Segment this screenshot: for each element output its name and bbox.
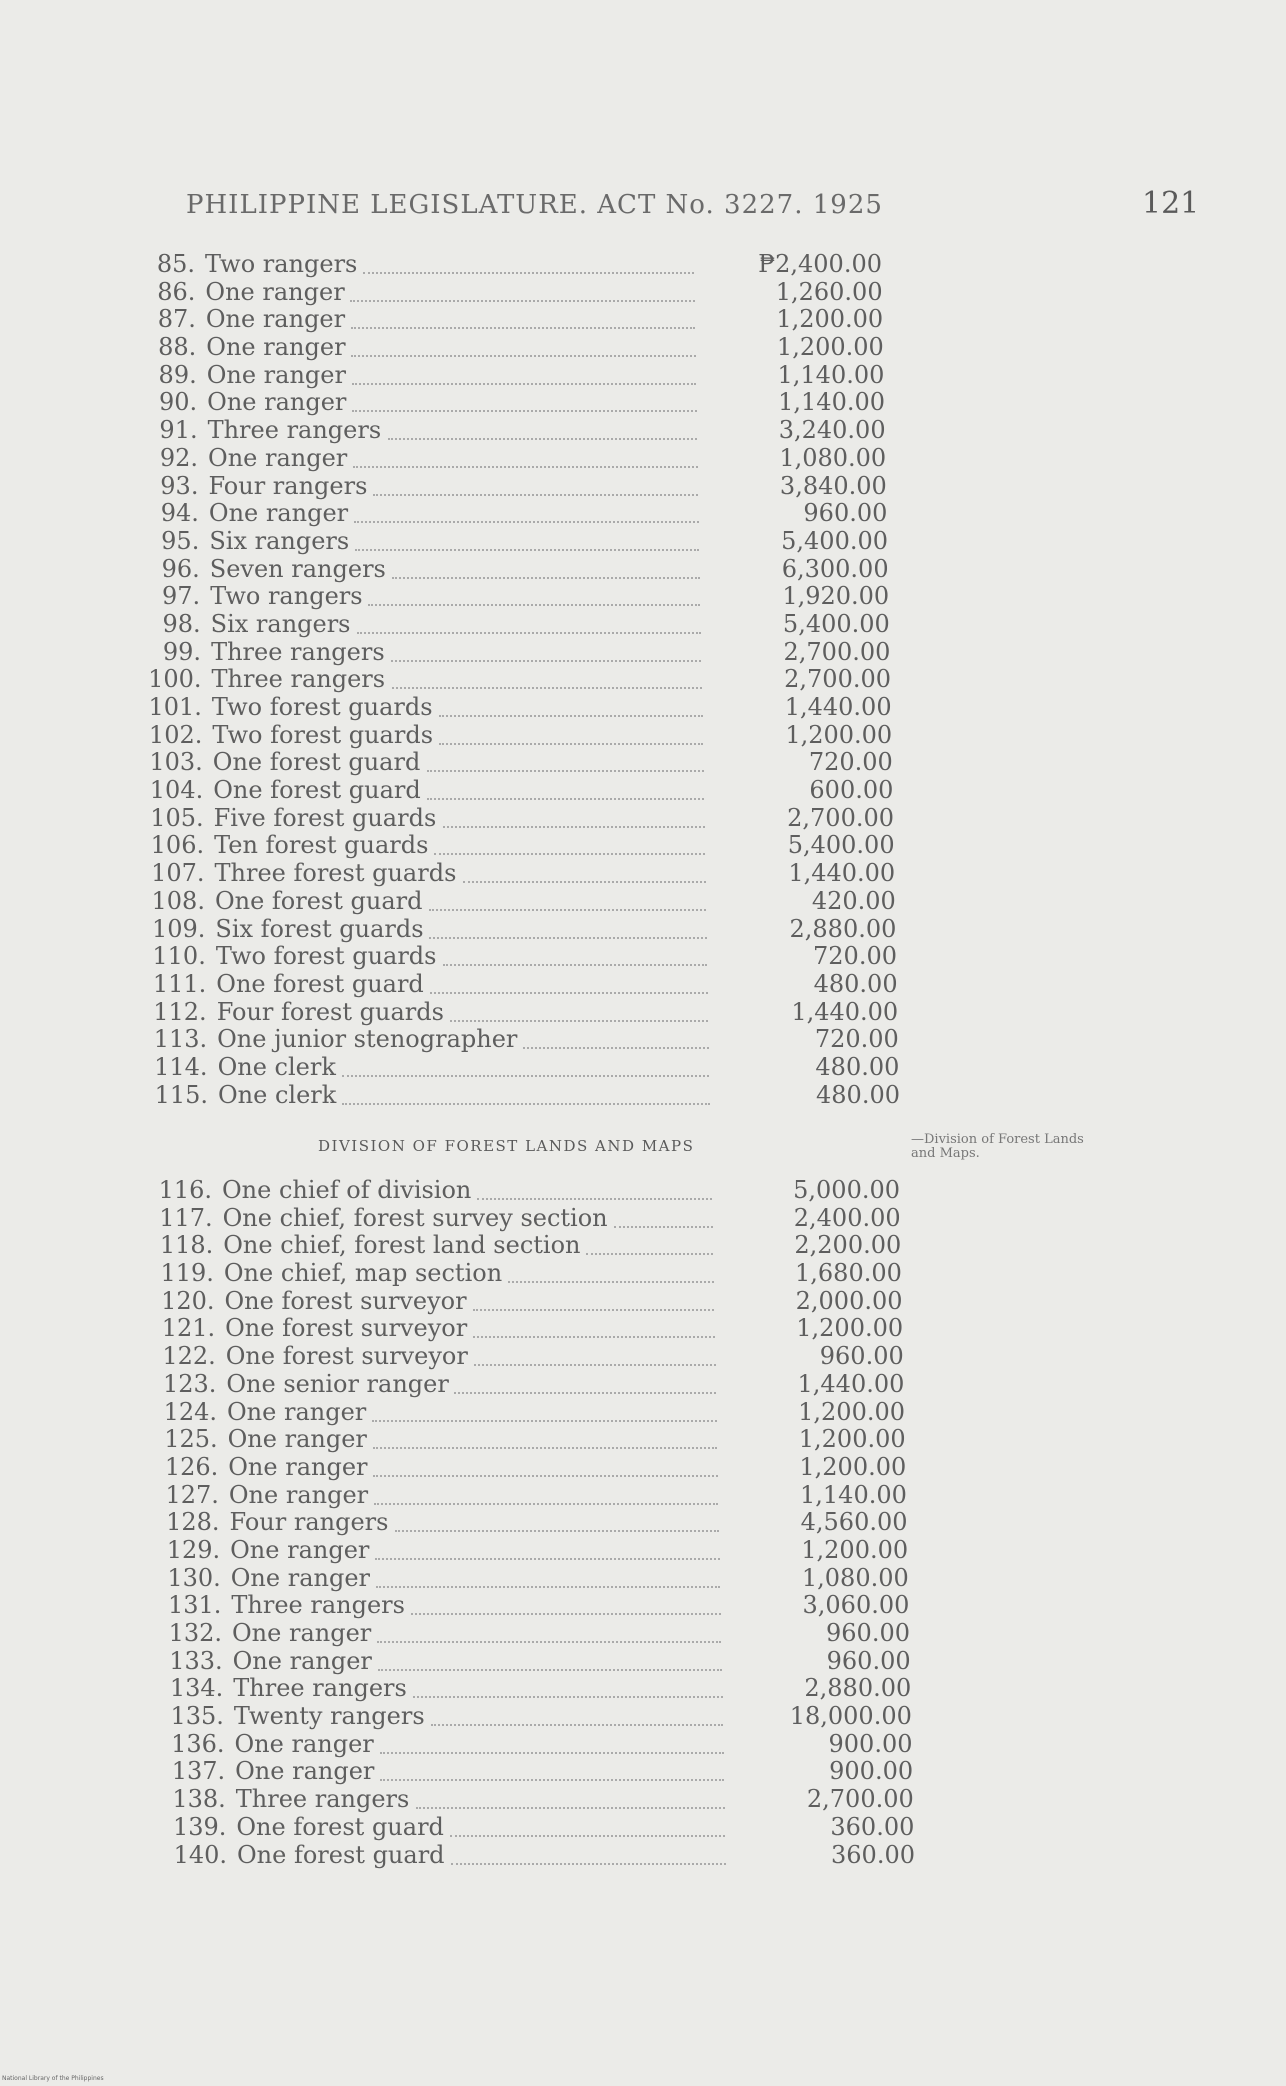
item-number: 103.	[149, 748, 203, 777]
leader-dots	[376, 1585, 720, 1588]
list-item	[0, 1565, 1286, 1593]
list-item	[0, 1842, 1286, 1870]
list-item	[0, 805, 1286, 833]
item-title: One ranger	[230, 1535, 370, 1564]
list-item	[0, 860, 1286, 888]
item-amount: 1,200.00	[799, 1452, 907, 1481]
list-item	[0, 362, 1286, 390]
leader-dots	[429, 936, 707, 939]
item-number: 105.	[150, 803, 204, 832]
item-title: One ranger	[232, 1619, 372, 1647]
item-title: Four rangers	[229, 1508, 389, 1537]
list-item	[0, 279, 1286, 307]
item-amount: 900.00	[829, 1757, 914, 1786]
item-amount: 2,880.00	[789, 914, 897, 943]
item-number: 119.	[160, 1259, 214, 1288]
item-title: Two forest guards	[215, 942, 437, 971]
item-title: One ranger	[205, 277, 345, 306]
item-number: 134.	[169, 1674, 224, 1703]
item-number: 138.	[172, 1785, 226, 1814]
item-amount: 3,240.00	[778, 416, 886, 445]
item-title: Six forest guards	[215, 914, 424, 943]
item-amount: 2,700.00	[783, 637, 891, 666]
item-amount: 18,000.00	[789, 1702, 912, 1731]
item-number: 109.	[151, 914, 206, 943]
list-item	[0, 639, 1286, 667]
item-title: One ranger	[227, 1425, 367, 1454]
item-amount: 600.00	[809, 776, 894, 805]
item-title: One ranger	[208, 499, 349, 528]
item-title: Twenty rangers	[233, 1702, 425, 1731]
item-amount: 2,000.00	[795, 1286, 903, 1315]
leader-dots	[373, 1474, 718, 1477]
list-item	[0, 832, 1286, 860]
leader-dots	[430, 991, 708, 994]
item-number: 108.	[151, 886, 205, 915]
item-amount: 5,400.00	[787, 831, 895, 860]
leader-dots	[450, 1834, 725, 1837]
leader-dots	[523, 1046, 709, 1049]
item-title: One ranger	[230, 1563, 370, 1592]
item-title: One forest guard	[236, 1812, 444, 1841]
item-amount: 3,840.00	[779, 471, 887, 500]
leader-dots	[443, 825, 705, 828]
item-title: One forest surveyor	[225, 1342, 468, 1371]
item-amount: 2,880.00	[804, 1674, 912, 1703]
leader-dots	[357, 631, 701, 634]
leader-dots	[351, 354, 696, 357]
leader-dots	[368, 603, 700, 606]
leader-dots	[434, 852, 705, 855]
item-amount: 720.00	[814, 1025, 899, 1054]
list-item	[0, 528, 1286, 556]
item-amount: 5,400.00	[781, 526, 888, 555]
list-item	[0, 556, 1286, 584]
item-number: 115.	[154, 1080, 208, 1109]
list-item	[0, 1026, 1286, 1054]
item-title: One chief, forest survey section	[222, 1203, 608, 1232]
item-number: 139.	[172, 1812, 227, 1841]
section-heading: DIVISION OF FOREST LANDS AND MAPS	[318, 1137, 695, 1155]
item-amount: 1,200.00	[776, 333, 884, 362]
item-number: 97.	[162, 582, 201, 611]
item-amount: 960.00	[819, 1342, 904, 1371]
leader-dots	[392, 686, 702, 689]
leader-dots	[380, 1751, 724, 1754]
item-number: 92.	[159, 443, 199, 472]
leader-dots	[463, 880, 706, 883]
item-title: One forest surveyor	[225, 1314, 468, 1343]
item-amount: 2,700.00	[784, 665, 891, 694]
item-amount: 1,200.00	[801, 1535, 909, 1564]
item-title: One forest guard	[216, 969, 424, 998]
list-item	[0, 1703, 1286, 1731]
item-title: One ranger	[227, 1397, 367, 1426]
item-amount: 960.00	[803, 499, 888, 528]
list-item	[0, 1399, 1286, 1427]
item-title: One ranger	[235, 1757, 375, 1786]
leader-dots	[354, 520, 699, 523]
leader-dots	[351, 326, 695, 329]
item-title: One ranger	[208, 443, 348, 472]
item-amount: 1,140.00	[778, 388, 885, 417]
leader-dots	[429, 908, 706, 911]
page-number: 121	[1142, 186, 1200, 221]
leader-dots	[451, 1862, 726, 1865]
item-number: 123.	[162, 1369, 217, 1398]
item-number: 128.	[166, 1508, 220, 1537]
item-title: Six rangers	[210, 609, 351, 638]
item-title: Three rangers	[231, 1591, 405, 1620]
item-amount: 1,080.00	[779, 443, 887, 472]
list-item	[0, 1675, 1286, 1703]
item-number: 135.	[170, 1702, 224, 1731]
item-title: One clerk	[218, 1080, 337, 1109]
list-item	[0, 1082, 1286, 1110]
item-amount: 1,920.00	[782, 582, 890, 611]
item-title: One clerk	[217, 1052, 336, 1081]
item-number: 88.	[158, 333, 197, 362]
list-item	[0, 1537, 1286, 1565]
margin-note: —Division of Forest Lands and Maps.	[911, 1132, 1084, 1161]
appropriation-list-forest-lands	[0, 1177, 1286, 1869]
item-number: 116.	[158, 1176, 212, 1204]
item-number: 85.	[156, 250, 195, 278]
item-amount: 2,700.00	[806, 1785, 914, 1814]
item-amount: 480.00	[816, 1080, 900, 1109]
item-number: 120.	[161, 1286, 215, 1315]
item-amount: 420.00	[811, 886, 896, 915]
item-amount: 2,200.00	[794, 1231, 902, 1260]
item-number: 113.	[153, 1025, 208, 1054]
item-amount: 1,440.00	[791, 997, 899, 1026]
item-title: Three rangers	[211, 665, 386, 694]
leader-dots	[378, 1668, 722, 1671]
item-title: Three rangers	[211, 637, 385, 666]
list-item	[0, 1315, 1286, 1343]
item-title: One forest guard	[213, 776, 421, 805]
leader-dots	[352, 382, 696, 385]
leader-dots	[377, 1640, 721, 1643]
item-amount: 360.00	[830, 1812, 915, 1841]
item-number: 96.	[161, 554, 200, 583]
item-number: 89.	[158, 360, 197, 389]
item-amount: 1,200.00	[776, 305, 884, 334]
item-number: 122.	[162, 1342, 216, 1371]
item-title: Three rangers	[207, 416, 382, 445]
item-amount: 1,440.00	[788, 859, 896, 888]
item-title: Three rangers	[235, 1785, 410, 1814]
item-title: One ranger	[234, 1729, 374, 1758]
leader-dots	[350, 299, 695, 302]
item-number: 86.	[157, 277, 196, 306]
item-number: 130.	[167, 1563, 221, 1592]
item-number: 91.	[159, 416, 198, 445]
item-amount: 360.00	[831, 1840, 915, 1869]
list-item	[0, 1482, 1286, 1510]
item-number: 127.	[165, 1480, 219, 1509]
list-item	[0, 1232, 1286, 1260]
appropriation-list-rangers	[0, 251, 1286, 1109]
leader-dots	[614, 1225, 713, 1228]
leader-dots	[392, 576, 700, 579]
list-item	[0, 1592, 1286, 1620]
footer-credit: National Library of the Philippines	[2, 2075, 104, 2082]
list-item	[0, 777, 1286, 805]
item-amount: 3,060.00	[802, 1591, 910, 1620]
item-number: 95.	[161, 526, 200, 555]
leader-dots	[374, 1502, 718, 1505]
item-title: One ranger	[206, 360, 346, 389]
leader-dots	[373, 493, 698, 496]
leader-dots	[439, 714, 703, 717]
leader-dots	[427, 769, 704, 772]
item-number: 121.	[161, 1314, 216, 1343]
item-title: One forest surveyor	[224, 1286, 467, 1315]
list-item	[0, 666, 1286, 694]
item-number: 107.	[151, 859, 205, 888]
item-number: 132.	[168, 1619, 222, 1647]
item-title: Four forest guards	[216, 997, 444, 1026]
leader-dots	[372, 1419, 717, 1422]
item-amount: 1,200.00	[798, 1397, 905, 1426]
list-item	[0, 334, 1286, 362]
item-number: 99.	[162, 637, 202, 666]
item-title: One forest guard	[214, 886, 423, 915]
list-item	[0, 1620, 1286, 1648]
leader-dots	[395, 1529, 719, 1532]
item-amount: 1,440.00	[797, 1369, 905, 1398]
leader-dots	[373, 1446, 717, 1449]
list-item	[0, 1288, 1286, 1316]
leader-dots	[431, 1723, 723, 1726]
list-item	[0, 1731, 1286, 1759]
list-item	[0, 1786, 1286, 1814]
leader-dots	[375, 1557, 720, 1560]
item-number: 87.	[157, 305, 196, 334]
list-item	[0, 722, 1286, 750]
item-title: One ranger	[232, 1646, 372, 1675]
item-title: One ranger	[205, 305, 346, 334]
item-title: One chief of division	[222, 1176, 472, 1204]
running-header: PHILIPPINE LEGISLATURE. ACT No. 3227. 1925	[186, 190, 883, 220]
list-item	[0, 916, 1286, 944]
leader-dots	[352, 409, 697, 412]
item-title: One ranger	[228, 1452, 368, 1481]
leader-dots	[363, 271, 694, 274]
list-item	[0, 1454, 1286, 1482]
item-number: 136.	[171, 1729, 225, 1758]
list-item	[0, 1260, 1286, 1288]
list-item	[0, 306, 1286, 334]
list-item	[0, 888, 1286, 916]
item-amount: 2,400.00	[793, 1203, 901, 1232]
leader-dots	[355, 548, 699, 551]
leader-dots	[586, 1252, 713, 1255]
item-number: 98.	[162, 609, 201, 638]
item-title: One junior stenographer	[217, 1025, 518, 1054]
item-number: 133.	[169, 1646, 223, 1675]
leader-dots	[450, 1019, 708, 1022]
leader-dots	[342, 1074, 709, 1077]
item-amount: 720.00	[813, 942, 897, 971]
list-item	[0, 1371, 1286, 1399]
item-title: One chief, forest land section	[223, 1231, 581, 1260]
item-number: 100.	[148, 665, 202, 694]
leader-dots	[473, 1335, 715, 1338]
item-title: Seven rangers	[209, 554, 386, 583]
item-amount: 1,260.00	[775, 277, 883, 306]
list-item	[0, 999, 1286, 1027]
item-title: Two rangers	[210, 582, 363, 611]
item-title: One ranger	[206, 333, 346, 362]
leader-dots	[439, 742, 703, 745]
item-amount: 720.00	[808, 748, 893, 777]
list-item	[0, 1426, 1286, 1454]
leader-dots	[427, 797, 704, 800]
list-item	[0, 500, 1286, 528]
item-number: 131.	[167, 1591, 222, 1620]
item-amount: 900.00	[828, 1729, 913, 1758]
item-amount: 1,440.00	[784, 693, 892, 721]
list-item	[0, 1054, 1286, 1082]
item-number: 129.	[166, 1535, 221, 1564]
item-number: 114.	[154, 1052, 208, 1081]
leader-dots	[477, 1197, 712, 1200]
list-item	[0, 611, 1286, 639]
item-title: One forest guard	[237, 1840, 445, 1869]
leader-dots	[454, 1391, 716, 1394]
item-number: 101.	[148, 693, 202, 721]
leader-dots	[416, 1806, 725, 1809]
leader-dots	[508, 1280, 714, 1283]
list-item	[0, 749, 1286, 777]
list-item	[0, 1509, 1286, 1537]
item-title: One chief, map section	[223, 1259, 503, 1288]
item-number: 112.	[153, 997, 207, 1026]
leader-dots	[443, 963, 707, 966]
leader-dots	[473, 1308, 714, 1311]
list-item	[0, 1648, 1286, 1676]
item-number: 106.	[150, 831, 205, 860]
leader-dots	[388, 437, 697, 440]
list-item	[0, 445, 1286, 473]
list-item	[0, 389, 1286, 417]
item-number: 104.	[149, 776, 204, 805]
item-amount: 6,300.00	[781, 554, 889, 583]
list-item	[0, 251, 1286, 279]
item-amount: 1,200.00	[798, 1425, 906, 1454]
item-title: One senior ranger	[226, 1369, 449, 1398]
item-amount: 1,200.00	[785, 720, 893, 749]
leader-dots	[391, 659, 701, 662]
item-title: One ranger	[207, 388, 347, 417]
list-item	[0, 1343, 1286, 1371]
list-item	[0, 971, 1286, 999]
item-amount: 1,080.00	[801, 1563, 909, 1592]
item-number: 118.	[159, 1231, 214, 1260]
item-title: Two forest guards	[211, 693, 433, 721]
item-title: Three forest guards	[214, 859, 457, 888]
item-title: Two rangers	[205, 250, 358, 278]
list-item	[0, 1758, 1286, 1786]
leader-dots	[342, 1102, 710, 1105]
item-title: One ranger	[228, 1480, 369, 1509]
list-item	[0, 1814, 1286, 1842]
item-amount: 480.00	[813, 969, 898, 998]
item-number: 124.	[163, 1397, 217, 1426]
item-number: 140.	[173, 1840, 227, 1869]
leader-dots	[474, 1363, 716, 1366]
list-item	[0, 1205, 1286, 1233]
item-title: Four rangers	[208, 471, 368, 500]
item-amount: 960.00	[826, 1646, 911, 1675]
item-number: 126.	[164, 1452, 219, 1481]
item-title: Ten forest guards	[214, 831, 429, 860]
item-amount: 4,560.00	[800, 1508, 908, 1537]
item-number: 137.	[171, 1757, 226, 1786]
item-amount: 1,140.00	[800, 1480, 907, 1509]
item-number: 90.	[158, 388, 198, 417]
leader-dots	[411, 1612, 721, 1615]
item-amount: 480.00	[815, 1052, 900, 1081]
list-item	[0, 694, 1286, 722]
item-number: 110.	[152, 942, 206, 971]
item-number: 93.	[160, 471, 199, 500]
leader-dots	[353, 465, 698, 468]
item-number: 117.	[159, 1203, 213, 1232]
item-amount: 1,200.00	[796, 1314, 904, 1343]
list-item	[0, 417, 1286, 445]
item-title: Two forest guards	[212, 720, 434, 749]
list-item	[0, 943, 1286, 971]
item-amount: ₱2,400.00	[758, 250, 882, 278]
item-amount: 1,140.00	[777, 360, 885, 389]
item-title: Five forest guards	[213, 803, 437, 832]
item-amount: 960.00	[826, 1619, 910, 1647]
list-item	[0, 1177, 1286, 1205]
list-item	[0, 583, 1286, 611]
leader-dots	[413, 1695, 723, 1698]
item-number: 94.	[160, 499, 199, 528]
list-item	[0, 473, 1286, 501]
item-number: 102.	[148, 720, 203, 749]
leader-dots	[380, 1778, 724, 1781]
item-number: 125.	[164, 1425, 218, 1454]
item-number: 111.	[152, 969, 207, 998]
item-title: Six rangers	[209, 526, 350, 555]
item-title: Three rangers	[233, 1674, 407, 1703]
item-amount: 1,680.00	[795, 1259, 902, 1288]
item-amount: 5,000.00	[793, 1176, 900, 1204]
item-title: One forest guard	[212, 748, 421, 777]
item-amount: 5,400.00	[782, 609, 890, 638]
item-amount: 2,700.00	[787, 803, 894, 832]
